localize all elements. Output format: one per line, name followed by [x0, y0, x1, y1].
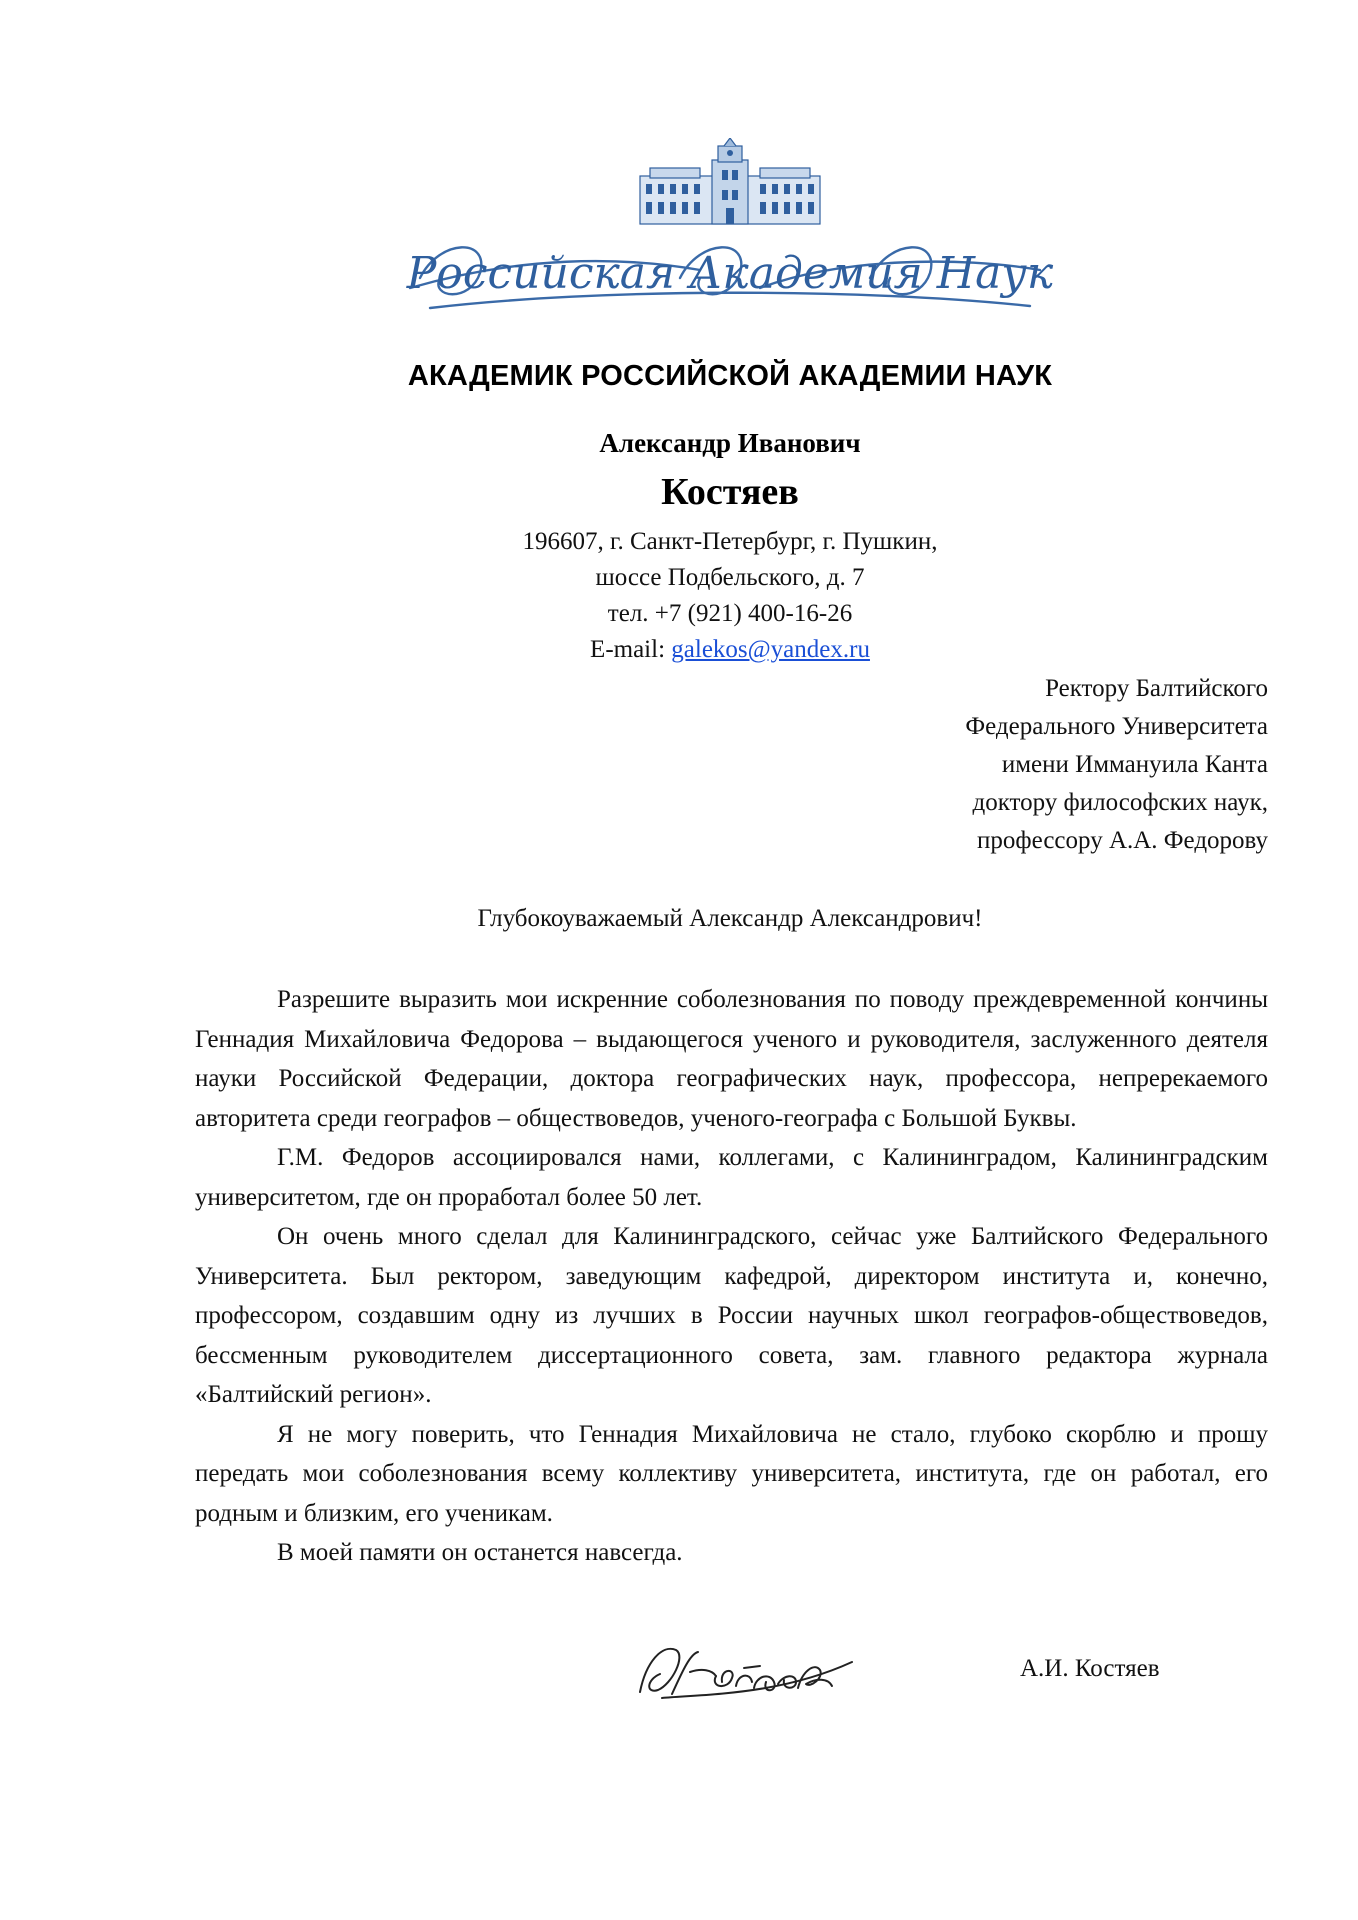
- last-name: Костяев: [661, 471, 799, 513]
- signer-name: А.И. Костяев: [1020, 1655, 1160, 1682]
- recipient-line: Федерального Университета: [965, 713, 1268, 740]
- email-label: E-mail:: [590, 636, 672, 663]
- academy-logo: [400, 138, 1060, 338]
- paragraph: Г.М. Федоров ассоциировался нами, коллегами, с Калининградом, Калининградским университетом, где он проработал более 50 лет.: [195, 1144, 1268, 1211]
- recipient-line: имени Иммануила Канта: [1001, 751, 1268, 778]
- address-line-2: шоссе Подбельского, д. 7: [595, 564, 865, 591]
- letter-body: [195, 980, 1268, 1573]
- salutation: Глубокоуважаемый Александр Александрович!: [477, 905, 983, 932]
- logo-text: Российская Академия Наук: [406, 248, 1054, 299]
- address-line-1: 196607, г. Санкт-Петербург, г. Пушкин,: [522, 528, 938, 555]
- recipient-line: доктору философских наук,: [972, 789, 1268, 816]
- academy-building-icon: [400, 138, 1060, 338]
- academic-title: АКАДЕМИК РОССИЙСКОЙ АКАДЕМИИ НАУК: [407, 360, 1053, 392]
- handwritten-signature: [632, 1632, 862, 1712]
- recipient-line: профессору А.А. Федорову: [977, 827, 1268, 854]
- first-name: Александр Иванович: [599, 428, 861, 458]
- email-link[interactable]: galekos@yandex.ru: [671, 636, 870, 663]
- paragraph: В моей памяти он останется навсегда.: [277, 1539, 683, 1566]
- phone: тел. +7 (921) 400-16-26: [607, 600, 853, 627]
- email-line: [0, 636, 1358, 664]
- recipient-block: [668, 670, 1268, 860]
- paragraph: Разрешите выразить мои искренние соболезнования по поводу преждевременной кончины Геннадия Михайловича Федорова – выдающегося ученого и руководителя, заслуженного деятеля науки Российской Федерации, доктора географических наук, профессора, непререкаемого авторитета среди географов – обществоведов, ученого-географа с Большой Буквы.: [195, 986, 1268, 1132]
- paragraph: Я не могу поверить, что Геннадия Михайловича не стало, глубоко скорблю и прошу передать мои соболезнования всему коллективу университета, института, где он работал, его родным и близким, его ученикам.: [195, 1420, 1268, 1527]
- paragraph: Он очень много сделал для Калининградского, сейчас уже Балтийского Федерального Университета. Был ректором, заведующим кафедрой, директором института и, конечно, профессором, создавшим одну из лучших в России научных школ географов-обществоведов, бессменным руководителем диссертационного совета, зам. главного редактора журнала «Балтийский регион».: [195, 1223, 1268, 1408]
- recipient-line: Ректору Балтийского: [1045, 675, 1268, 702]
